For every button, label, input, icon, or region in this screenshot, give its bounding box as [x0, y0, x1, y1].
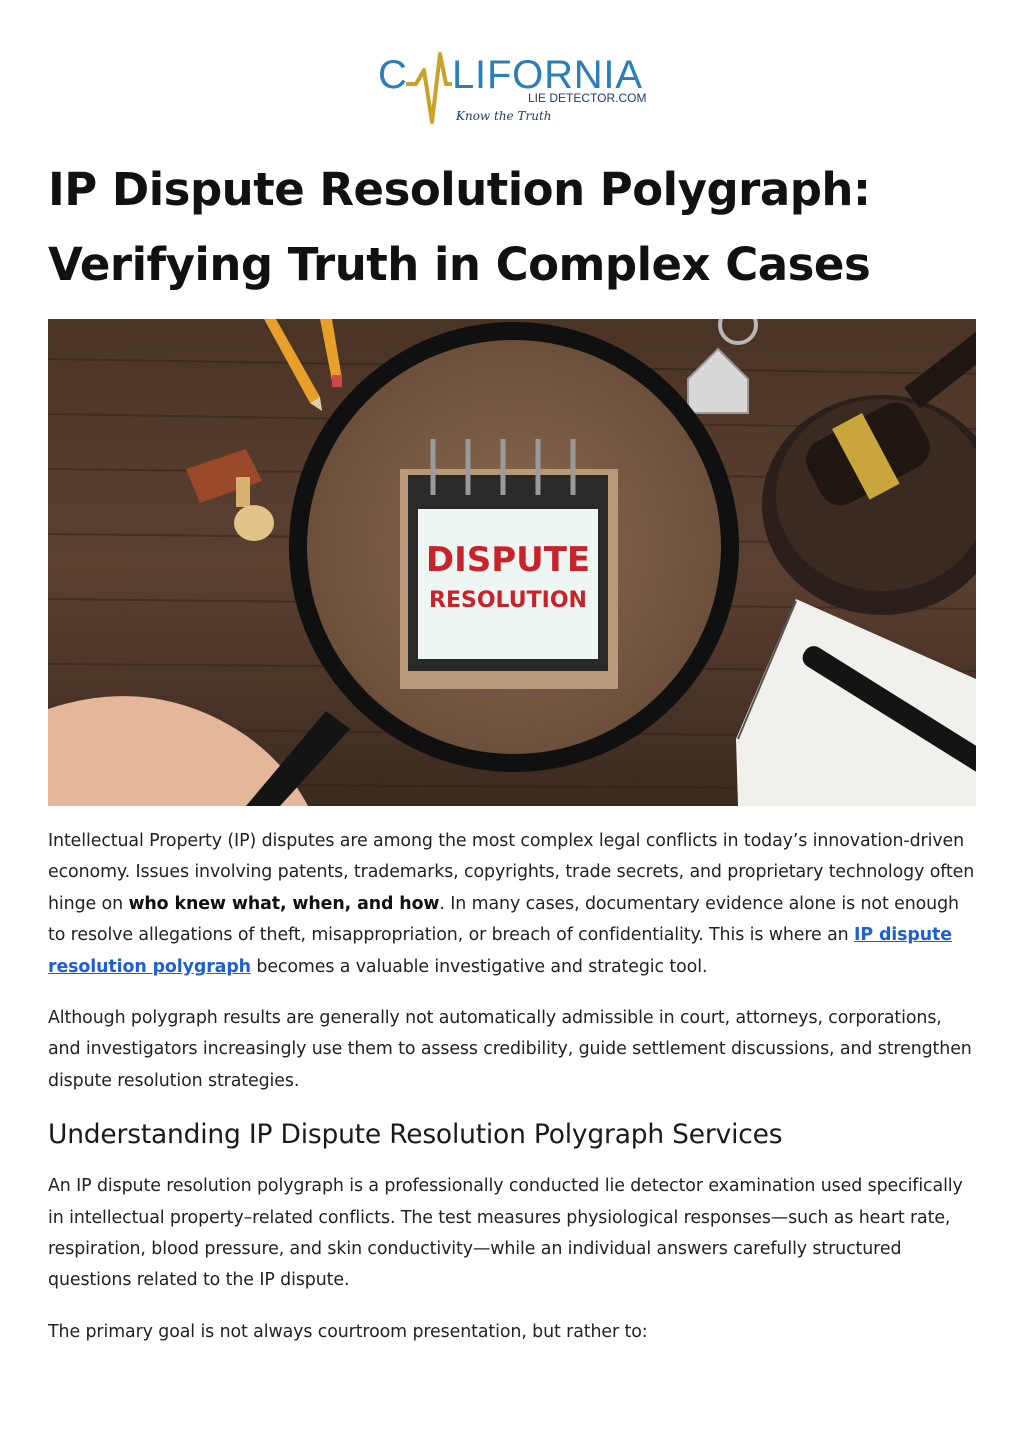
intro-text-3: becomes a valuable investigative and strategic tool.: [250, 956, 708, 977]
title-line-2: Verifying Truth in Complex Cases: [48, 238, 871, 291]
logo-brand-right: LIFORNIA: [452, 53, 642, 97]
intro-bold-text: who knew what, when, and how: [128, 893, 440, 914]
sign-line-1: DISPUTE: [425, 540, 591, 580]
hero-image: [48, 319, 976, 806]
intro-text-2: . In many cases, documentary evidence alone is not enough to resolve allegations of theft, misappropriation, or breach of confidentiality. This is where an: [48, 893, 959, 946]
title-line-1: IP Dispute Resolution Polygraph:: [48, 163, 871, 216]
polygraph-link[interactable]: IP dispute resolution polygraph: [48, 925, 952, 977]
admissibility-paragraph: Although polygraph results are generally not automatically admissible in court, attorneys, corporations, and investigators increasingly use them to assess credibility, guide settlement discussions, and strengthen dispute resolution strategies.: [48, 1008, 972, 1091]
definition-paragraph: An IP dispute resolution polygraph is a professionally conducted lie detector examination used specifically in intellectual property–related conflicts. The test measures physiological responses—such as heart rate, respiration, blood pressure, and skin conductivity—while an individual answers carefully structured questions related to the IP dispute.: [48, 1176, 963, 1291]
intro-text-1: Intellectual Property (IP) disputes are among the most complex legal conflicts in today’s innovation-driven economy. Issues involving patents, trademarks, copyrights, trade secrets, and proprietary technology often hinge on: [48, 831, 975, 914]
intro-paragraph: [48, 826, 978, 983]
logo-tagline: Know the Truth: [456, 109, 552, 123]
site-logo[interactable]: [376, 50, 648, 126]
goal-paragraph: The primary goal is not always courtroom presentation, but rather to:: [48, 1321, 648, 1342]
page-title: [48, 152, 988, 302]
logo-brand-left: C: [378, 53, 407, 97]
article-body: [48, 826, 978, 1368]
logo-domain: LIE DETECTOR.COM: [528, 91, 647, 105]
dispute-resolution-sign: [400, 439, 618, 689]
sign-line-2: RESOLUTION: [429, 588, 587, 613]
section-heading: Understanding IP Dispute Resolution Polygraph Services: [48, 1119, 783, 1151]
heartbeat-icon: [406, 54, 452, 122]
